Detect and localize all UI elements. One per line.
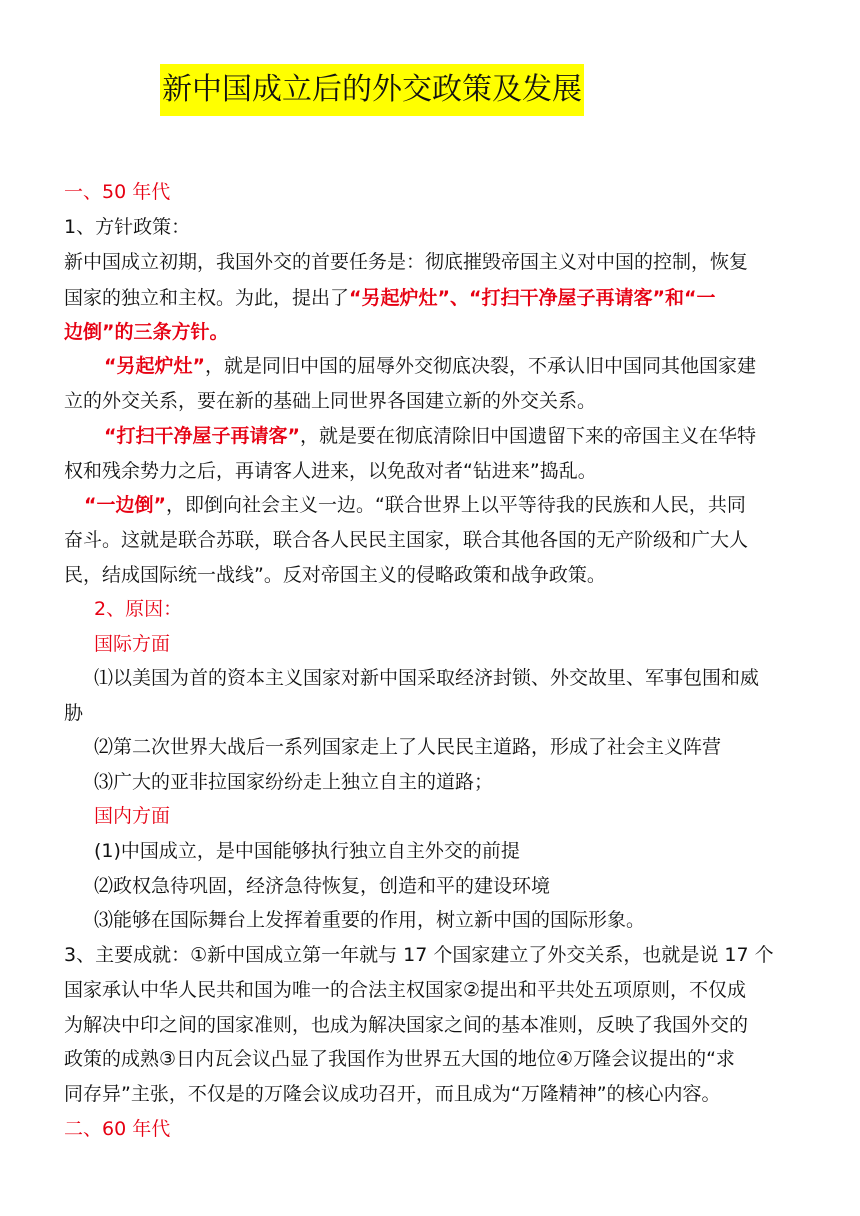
para-dasao-text: ，就是要在彻底清除旧中国遗留下来的帝国主义在华特	[299, 425, 756, 447]
intro-line-2	[64, 286, 715, 310]
para-yibiandao-line-2: 奋斗。这就是联合苏联，联合各人民民主国家，联合其他各国的无产阶级和广大人	[64, 529, 749, 551]
dom-item-1: (1)中国成立，是中国能够执行独立自主外交的前提	[94, 840, 520, 862]
achievements-line-4: 政策的成熟③日内瓦会议凸显了我国作为世界五大国的地位④万隆会议提出的“求	[64, 1048, 735, 1070]
subheading-domestic: 国内方面	[94, 805, 171, 827]
subheading-international: 国际方面	[94, 633, 171, 655]
achievements-line-2: 国家承认中华人民共和国为唯一的合法主权国家②提出和平共处五项原则，不仅成	[64, 979, 747, 1001]
subheading-reasons: 2、原因：	[94, 598, 183, 620]
para-yibiandao-line-1	[84, 493, 746, 517]
intl-item-2: ⑵第二次世界大战后一系列国家走上了人民民主道路，形成了社会主义阵营	[94, 736, 722, 758]
intro-line-1: 新中国成立初期，我国外交的首要任务是：彻底摧毁帝国主义对中国的控制，恢复	[64, 251, 749, 273]
para-dasao-line-2: 权和残余势力之后，再请客人进来，以免敌对者“钻进来”捣乱。	[64, 460, 597, 482]
intro-policies-highlight: “另起炉灶”、“打扫干净屋子再请客”和“一	[349, 287, 716, 309]
intro-line-3: 边倒”的三条方针。	[64, 321, 229, 343]
para-dasao-line-1	[104, 424, 756, 448]
term-yibiandao: “一边倒”	[84, 494, 166, 516]
intl-item-1-line-2: 胁	[64, 702, 84, 724]
section-heading-60s: 二、60 年代	[64, 1118, 171, 1140]
para-lingqi-line-1	[104, 354, 756, 378]
term-dasao: “打扫干净屋子再请客”	[104, 425, 300, 447]
term-lingqi: “另起炉灶”	[104, 355, 205, 377]
para-yibiandao-text: ，即倒向社会主义一边。“联合世界上以平等待我的民族和人民，共同	[165, 494, 746, 516]
section-heading-50s: 一、50 年代	[64, 181, 171, 203]
dom-item-2: ⑵政权急待巩固，经济急待恢复，创造和平的建设环境	[94, 875, 551, 897]
dom-item-3: ⑶能够在国际舞台上发挥着重要的作用，树立新中国的国际形象。	[94, 909, 646, 931]
document-title: 新中国成立后的外交政策及发展	[160, 64, 584, 116]
achievements-line-5: 同存异”主张，不仅是的万隆会议成功召开，而且成为“万隆精神”的核心内容。	[64, 1083, 721, 1105]
intl-item-3: ⑶广大的亚非拉国家纷纷走上独立自主的道路；	[94, 771, 494, 793]
para-lingqi-line-2: 立的外交关系，要在新的基础上同世界各国建立新的外交关系。	[64, 390, 597, 412]
para-lingqi-text: ，就是同旧中国的屈辱外交彻底决裂，不承认旧中国同其他国家建	[204, 355, 756, 377]
intl-item-1-line-1: ⑴以美国为首的资本主义国家对新中国采取经济封锁、外交故里、军事包围和威	[94, 667, 760, 689]
achievements-line-3: 为解决中印之间的国家准则，也成为解决国家之间的基本准则，反映了我国外交的	[64, 1014, 749, 1036]
subheading-policy: 1、方针政策：	[64, 216, 191, 238]
intro-line-2-text: 国家的独立和主权。为此，提出了	[64, 287, 350, 309]
para-yibiandao-line-3: 民，结成国际统一战线”。反对帝国主义的侵略政策和战争政策。	[64, 564, 606, 586]
achievements-line-1: 3、主要成就：①新中国成立第一年就与 17 个国家建立了外交关系，也就是说 17 个	[64, 944, 774, 966]
